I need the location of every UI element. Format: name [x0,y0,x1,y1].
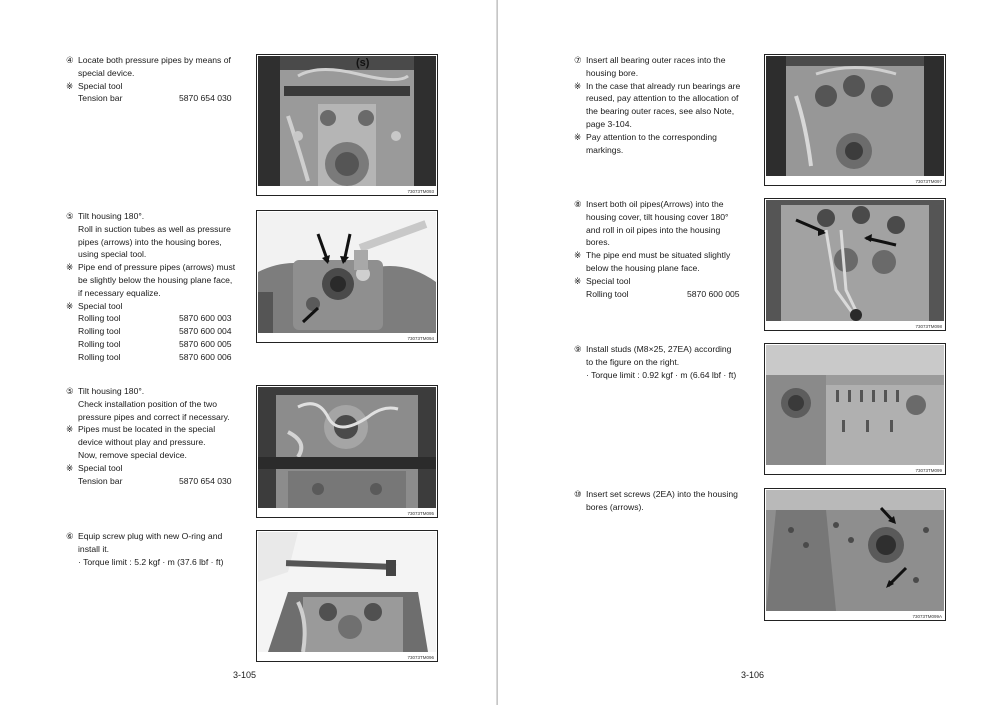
photo-caption: 73073TM095 [407,511,434,516]
step-4-photo [256,54,438,196]
step-marker: ⑨ [574,344,582,354]
tool-callout-label: (s) [356,57,370,69]
note-mark: ※ [66,80,74,91]
step-marker: ⑥ [66,531,74,541]
note-mark: ※ [574,131,582,142]
special-tool-row: Rolling tool 5870 600 006 [78,351,232,362]
page-number: 3-105 [233,670,257,680]
step-5-check-text: ⑤ Tilt housing 180°. Check installation position of the two pressure pipes and correct if necessary. ※ Pipes must be located in the special device without play and pressure. Now, remove special device. ※ Special tool Tension bar 5870 654 030 [66,385,241,487]
note-mark: ※ [66,424,74,435]
step-8-text: ⑧ Insert both oil pipes(Arrows) into the housing cover, tilt housing cover 180° and roll in oil pipes into the housing bores. ※ The pipe end must be situated slightly below the housing plane face. ※ Special tool Rolling tool 5870 600 005 [574,198,749,300]
step-9-text: ⑨ Install studs (M8×25, 27EA) according to the figure on the right. · Torque limit : 0.92 kgf · m (6.64 lbf · ft) [574,343,749,381]
note-mark: ※ [574,275,582,286]
step-marker: ⑤ [66,386,74,396]
page-number: 3-106 [741,670,765,680]
special-tool-row: Rolling tool 5870 600 005 [586,288,740,299]
photo-caption: 73073TM096 [407,655,434,660]
torque-limit: · Torque limit : 0.92 kgf · m (6.64 lbf · ft) [586,369,737,380]
note-mark: ※ [574,250,582,261]
note-mark: ※ [574,80,582,91]
torque-limit: · Torque limit : 5.2 kgf · m (37.6 lbf · ft) [78,556,224,567]
note-mark: ※ [66,300,74,311]
step-marker: ⑤ [66,211,74,221]
step-marker: ④ [66,55,74,65]
photo-caption: 73073TM094 [407,336,434,341]
step-8-photo [764,198,946,331]
step-5-check-photo [256,385,438,518]
step-5-tilt-text: ⑤ Tilt housing 180°. Roll in suction tubes as well as pressure pipes (arrows) into the housing bores, using special tool. ※ Pipe end of pressure pipes (arrows) must be slightly below the housing plane face, if necessary equalize. ※ Special tool Rolling tool 5870 600 003 Rolling tool 5870 600 004 Rolling tool 5870 600 005 Rolling tool 5870 600 006 [66,210,241,364]
step-4-text: ④ Locate both pressure pipes by means of special device. ※ Special tool Tension bar 5870 654 030 [66,54,241,105]
special-tool-row: Rolling tool 5870 600 003 [78,313,232,324]
step-6-photo [256,530,438,662]
step-6-text: ⑥ Equip screw plug with new O-ring and install it. · Torque limit : 5.2 kgf · m (37.6 lbf · ft) [66,530,241,568]
step-5-tilt-photo [256,210,438,343]
special-tool-row: Tension bar 5870 654 030 [78,475,232,486]
step-7-text: ⑦ Insert all bearing outer races into the housing bore. ※ In the case that already run bearings are reused, pay attention to the allocation of the bearing outer races, see also Note, page 3-104. ※ Pay attention to the corresponding markings. [574,55,741,155]
right-page [498,0,993,705]
step-9-photo [764,343,946,475]
step-marker: ⑧ [574,199,582,209]
note-mark: ※ [66,462,74,473]
step-10-photo [764,488,946,621]
photo-caption: 73073TM099A [912,614,942,619]
step-marker: ⑦ [574,55,582,65]
special-tool-row: Rolling tool 5870 600 004 [78,326,232,337]
step-7-photo [764,54,946,186]
step-10-text: ⑩ Insert set screws (2EA) into the housing bores (arrows). [574,489,738,512]
photo-caption: 73073TM099 [915,468,942,473]
step-marker: ⑩ [574,489,582,499]
special-tool-row: Tension bar 5870 654 030 [78,93,232,104]
photo-caption: 73073TM093 [407,189,434,194]
special-tool-row: Rolling tool 5870 600 005 [78,338,232,349]
note-mark: ※ [66,262,74,273]
photo-caption: 73073TM097 [915,179,942,184]
photo-caption: 73073TM098 [915,324,942,329]
